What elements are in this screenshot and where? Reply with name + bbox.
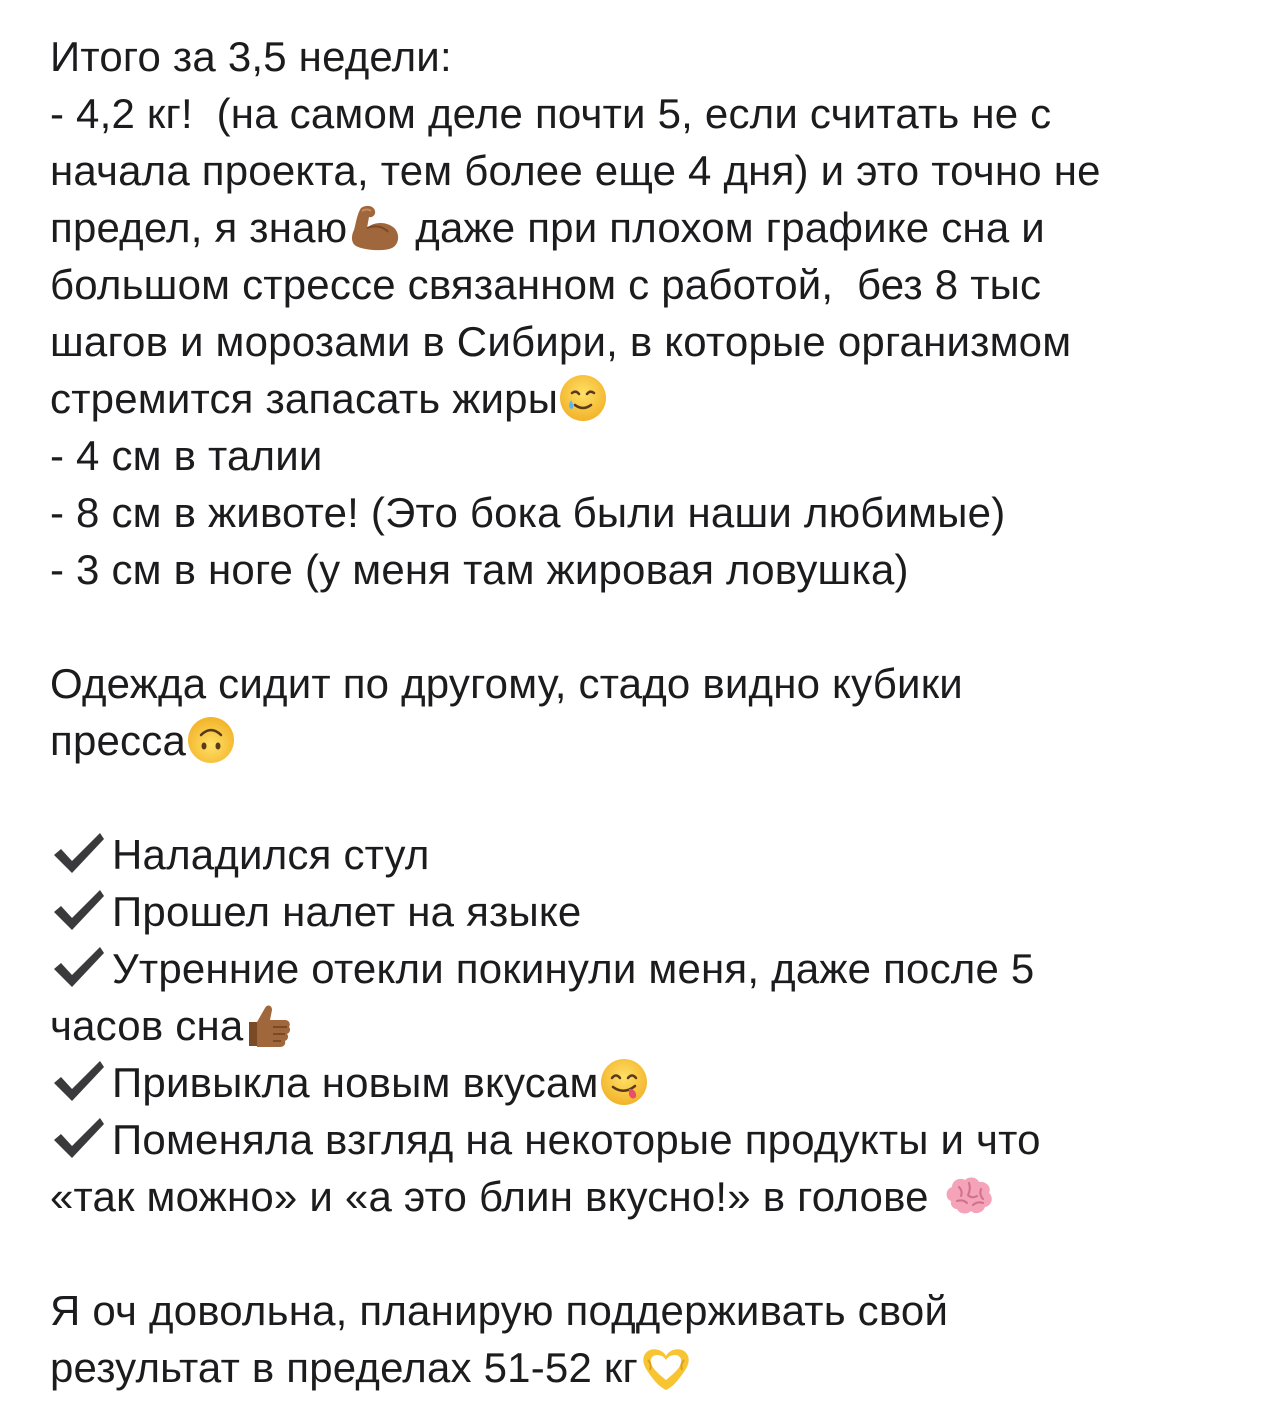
text-line: - 4,2 кг! (на самом деле почти 5, если считать не с [50, 90, 1052, 137]
text-line: «так можно» и «а это блин вкусно!» в голове [50, 1168, 1250, 1225]
heavy-check-mark-icon [50, 1114, 106, 1162]
checklist-item: Прошел налет на языке [50, 883, 1250, 940]
upside-down-face-icon [186, 715, 236, 765]
text-line: - 8 см в животе! (Это бока были наши любимые) [50, 489, 1006, 536]
heavy-check-mark-icon [50, 1057, 106, 1105]
heart-hands-icon [638, 1342, 694, 1392]
text-line: - 4 см в талии [50, 432, 323, 479]
face-savoring-food-icon [599, 1057, 649, 1107]
text-line: - 3 см в ноге (у меня там жировая ловушка) [50, 546, 909, 593]
checklist-item: Привыкла новым вкусам [50, 1054, 1250, 1111]
text-line: стремится запасать жиры [50, 370, 1250, 427]
text-line: начала проекта, тем более еще 4 дня) и это точно не [50, 147, 1101, 194]
paragraph-gap [50, 598, 1250, 655]
checklist-item: Утренние отекли покинули меня, даже после 5 [50, 940, 1250, 997]
text-line: Итого за 3,5 недели: [50, 33, 452, 80]
message-text [50, 28, 1250, 1396]
checklist-item: Поменяла взгляд на некоторые продукты и что [50, 1111, 1250, 1168]
thumbs-up-icon [243, 1000, 293, 1050]
heavy-check-mark-icon [50, 886, 106, 934]
flexed-biceps-icon [347, 202, 403, 252]
text-line: часов сна [50, 997, 1250, 1054]
text-line: предел, я знаю даже при плохом графике сна и [50, 204, 1045, 251]
heavy-check-mark-icon [50, 943, 106, 991]
text-line: шагов и морозами в Сибири, в которые организмом [50, 318, 1072, 365]
brain-icon [941, 1171, 997, 1221]
text-line: результат в пределах 51-52 кг [50, 1339, 1250, 1396]
text-line: Одежда сидит по другому, стадо видно кубики [50, 660, 963, 707]
text-line: пресса [50, 712, 1250, 769]
text-line: большом стрессе связанном с работой, без 8 тыс [50, 261, 1042, 308]
heavy-check-mark-icon [50, 829, 106, 877]
text-line: Я оч довольна, планирую поддерживать свой [50, 1287, 949, 1334]
checklist-item: Наладился стул [50, 826, 1250, 883]
paragraph-gap [50, 1225, 1250, 1282]
smiling-face-with-tear-icon [558, 373, 608, 423]
paragraph-gap [50, 769, 1250, 826]
